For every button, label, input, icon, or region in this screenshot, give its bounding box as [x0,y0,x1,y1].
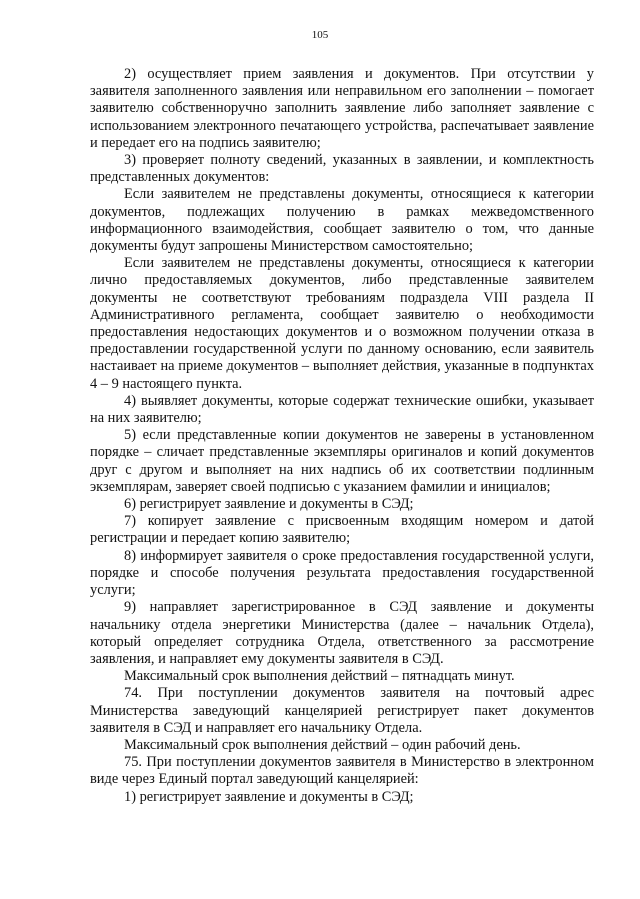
paragraph: 1) регистрирует заявление и документы в СЭД; [124,788,414,805]
document-body [90,66,594,806]
paragraph: 3) проверяет полноту сведений, указанных в заявлении, и комплектность представленных документов: [90,152,594,186]
paragraph: 8) информирует заявителя о сроке предоставления государственной услуги, порядке и способе получения результата предоставления государственной услуги; [90,547,594,599]
paragraph: Максимальный срок выполнения действий – пятнадцать минут. [124,668,515,685]
paragraph: 6) регистрирует заявление и документы в СЭД; [124,496,414,513]
paragraph: 2) осуществляет прием заявления и документов. При отсутствии у заявителя заполненного заявления или неправильном его заполнении – помогает заявителю собственноручно заполнить заявление либо заполняет заявление с использованием электронного печатающего устройства, распечатывает заявление и передает его на подпись заявителю; [90,66,594,151]
paragraph: 74. При поступлении документов заявителя на почтовый адрес Министерства заведующий канцелярией регистрирует пакет документов заявителя в СЭД и направляет его начальнику Отдела. [90,685,594,736]
paragraph: 75. При поступлении документов заявителя в Министерство в электронном виде через Единый портал заведующий канцелярией: [90,754,594,788]
paragraph: Максимальный срок выполнения действий – один рабочий день. [124,736,521,753]
paragraph: 9) направляет зарегистрированное в СЭД заявление и документы начальнику отдела энергетики Министерства (далее – начальник Отдела), который определяет сотрудника Отдела, ответственного за рассмотрение заявления, и направляет ему документы заявителя в СЭД. [90,599,594,667]
paragraph: Если заявителем не представлены документы, относящиеся к категории документов, подлежащих получению в рамках межведомственного информационного взаимодействия, сообщает заявителю о том, что данные документы будут запрошены Министерством самостоятельно; [90,186,594,255]
page-number: 105 [311,29,329,41]
paragraph: 7) копирует заявление с присвоенным входящим номером и датой регистрации и передает копию заявителю; [90,513,594,547]
paragraph: Если заявителем не представлены документы, относящиеся к категории лично предоставляемых документов, либо представленные заявителем документы не соответствуют требованиям подраздела VIII раздела II Административного регламента, сообщает заявителю о необходимости предоставления недостающих документов и о возможном получении отказа в предоставлении государственной услуги по данному основанию, если заявитель настаивает на приеме документов – выполняет действия, указанные в подпунктах 4 – 9 настоящего пункта. [90,255,594,392]
paragraph: 4) выявляет документы, которые содержат технические ошибки, указывает на них заявителю; [90,392,594,427]
paragraph: 5) если представленные копии документов не заверены в установленном порядке – сличает представленные экземпляры оригиналов и копий документов друг с другом и выполняет на них надпись об их соответствии подлинным экземплярам, заверяет своей подписью с указанием фамилии и инициалов; [90,427,594,495]
